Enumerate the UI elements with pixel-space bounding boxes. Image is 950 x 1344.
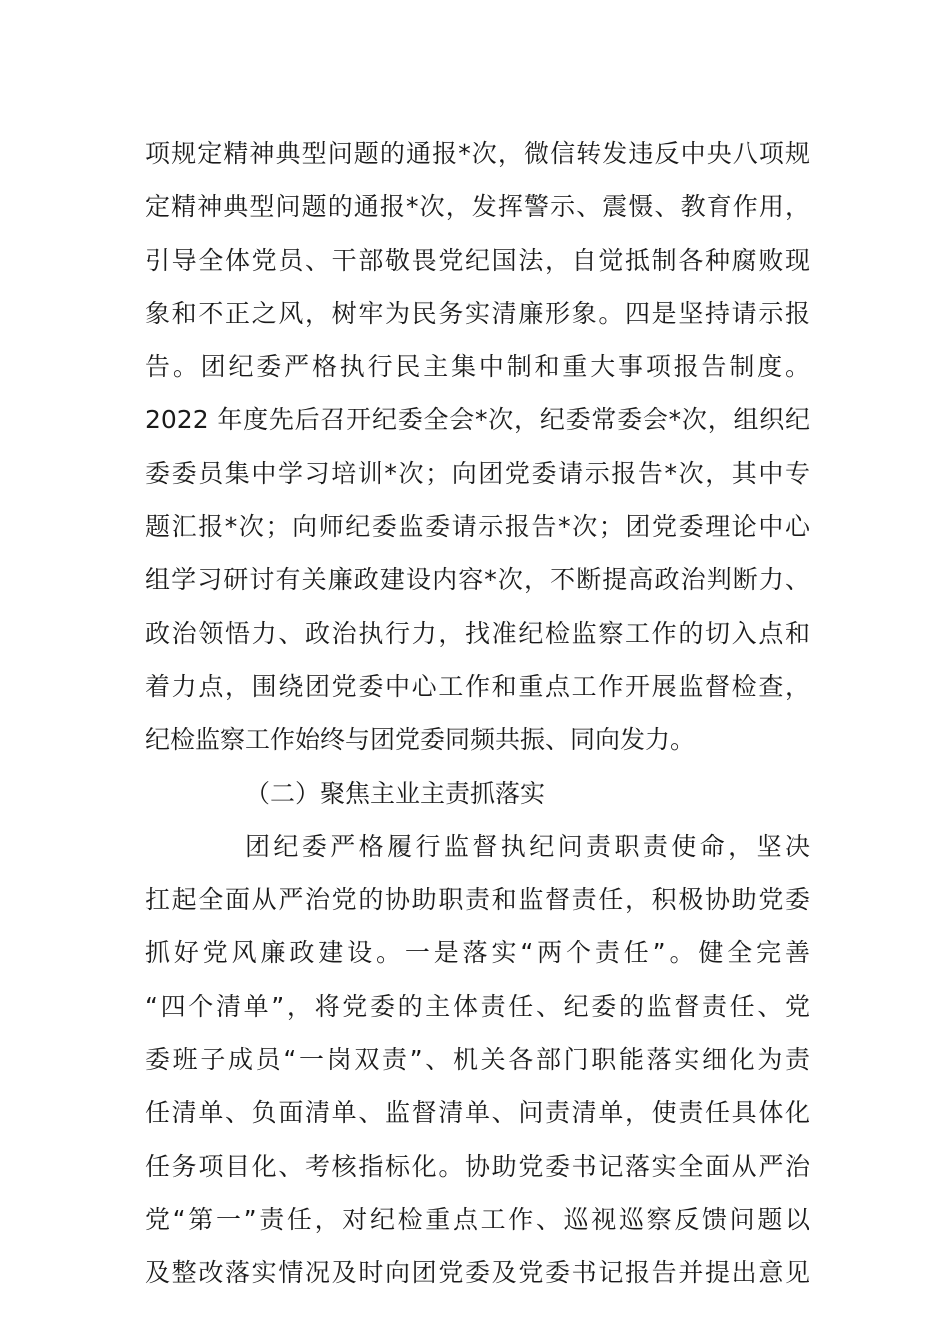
paragraph-line: 象和不正之风，树牢为民务实清廉形象。四是坚持请示报 xyxy=(145,298,810,328)
paragraph-line: 项规定精神典型问题的通报*次，微信转发违反中央八项规 xyxy=(145,139,810,168)
paragraph-line: 委委员集中学习培训*次；向团党委请示报告*次，其中专 xyxy=(145,458,810,488)
paragraph-line: 定精神典型问题的通报*次，发挥警示、震慑、教育作用， xyxy=(145,192,810,222)
paragraph-line: 题汇报*次；向师纪委监委请示报告*次；团党委理论中心 xyxy=(145,512,810,542)
paragraph-line: 着力点，围绕团党委中心工作和重点工作开展监督检查， xyxy=(145,671,810,701)
paragraph-line: 抓好党风廉政建设。一是落实“两个责任”。健全完善 xyxy=(145,938,810,968)
paragraph-line: 任清单、负面清单、监督清单、问责清单，使责任具体化 xyxy=(145,1098,810,1128)
paragraph-line: 政治领悟力、政治执行力，找准纪检监察工作的切入点和 xyxy=(145,618,810,648)
paragraph-line: 及整改落实情况及时向团党委及党委书记报告并提出意见 xyxy=(145,1258,810,1288)
paragraph-line: 扛起全面从严治党的协助职责和监督责任，积极协助党委 xyxy=(145,885,810,915)
paragraph-line: 委班子成员“一岗双责”、机关各部门职能落实细化为责 xyxy=(145,1045,810,1075)
paragraph-line: 组学习研讨有关廉政建设内容*次，不断提高政治判断力、 xyxy=(145,565,810,595)
paragraph-line: 2022 年度先后召开纪委全会*次，纪委常委会*次，组织纪 xyxy=(145,405,810,435)
paragraph-line: 党“第一”责任，对纪检重点工作、巡视巡察反馈问题以 xyxy=(145,1204,810,1234)
section-heading: （二）聚焦主业主责抓落实 xyxy=(245,778,546,808)
paragraph-line: 纪检监察工作始终与团党委同频共振、同向发力。 xyxy=(145,725,696,755)
document-body xyxy=(145,127,810,1300)
paragraph-first-line: 团纪委严格履行监督执纪问责职责使命，坚决 xyxy=(245,831,810,861)
paragraph-line: 任务项目化、考核指标化。协助党委书记落实全面从严治 xyxy=(145,1151,810,1181)
paragraph-line: 引导全体党员、干部敬畏党纪国法，自觉抵制各种腐败现 xyxy=(145,245,810,275)
paragraph-line: “四个清单”，将党委的主体责任、纪委的监督责任、党 xyxy=(145,991,810,1021)
paragraph-line: 告。团纪委严格执行民主集中制和重大事项报告制度。 xyxy=(145,352,810,382)
